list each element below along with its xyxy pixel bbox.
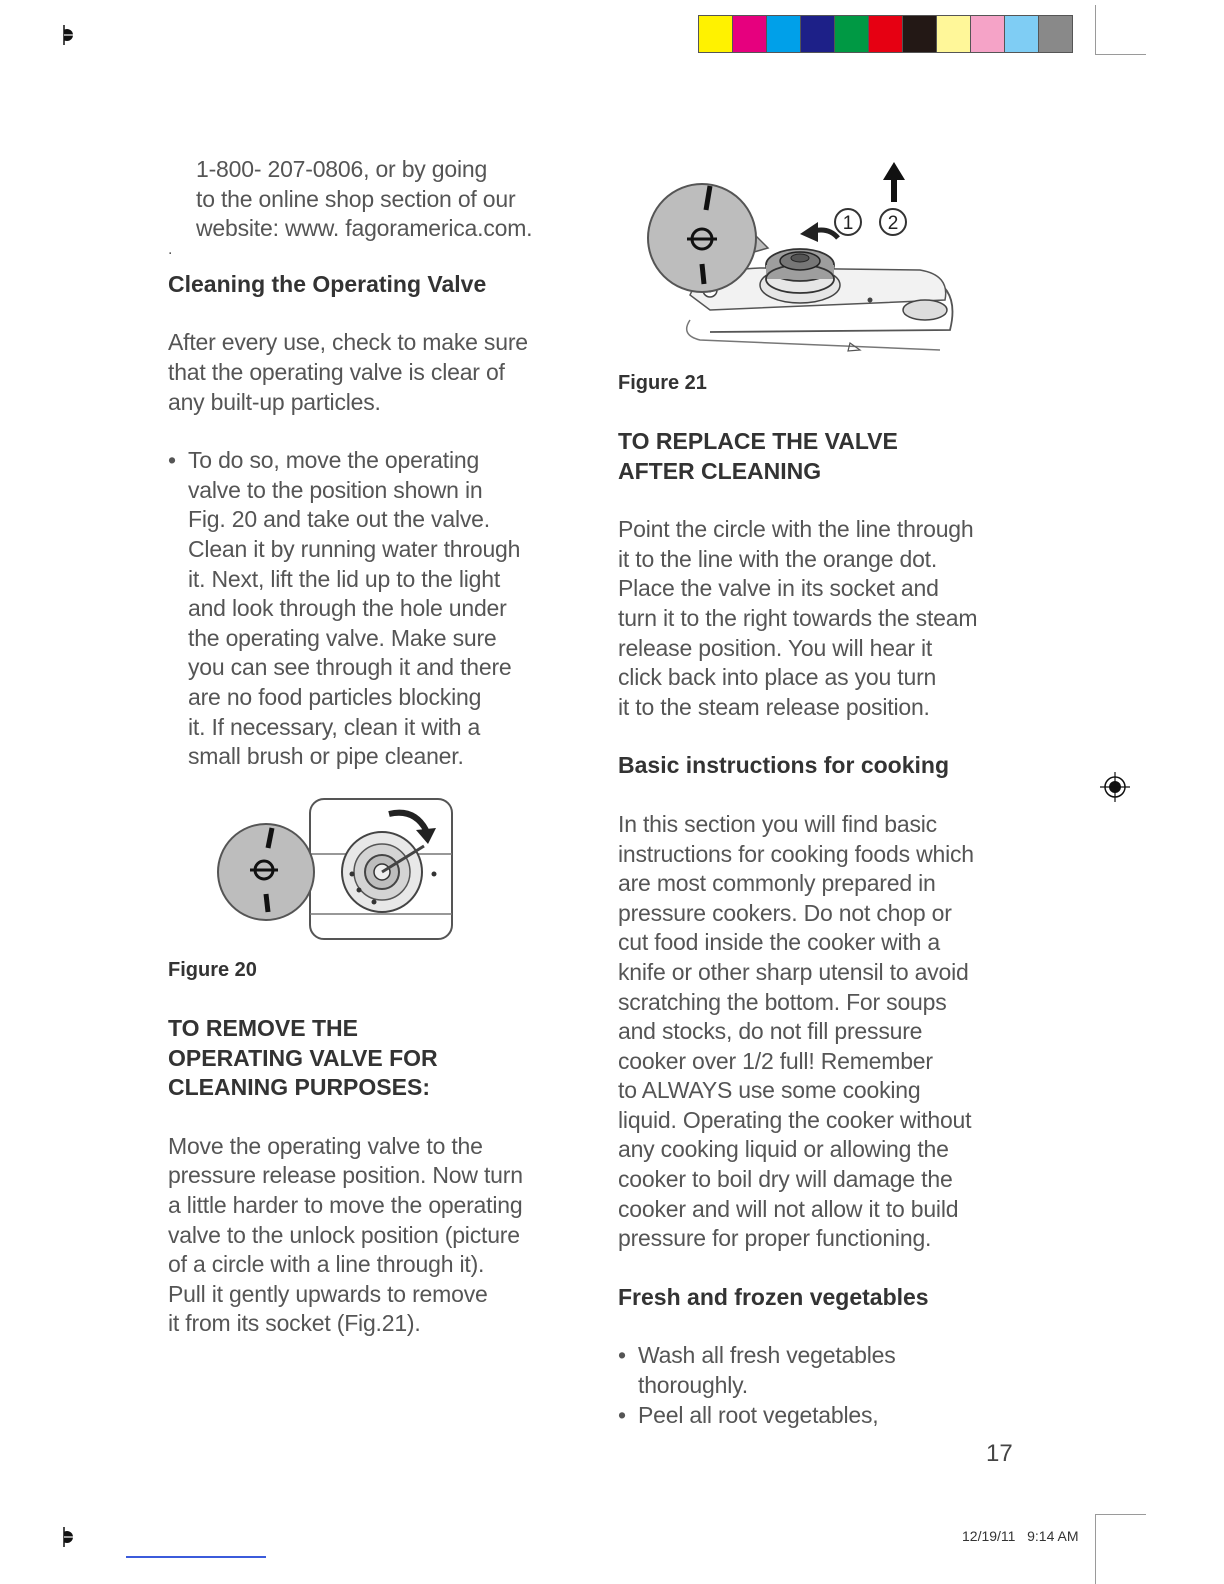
text-line: website: www. fagoramerica.com. — [196, 215, 533, 242]
registration-mark-top-left — [56, 24, 78, 46]
vegetables-list — [618, 1341, 1028, 1430]
bullet-glyph: • — [168, 447, 176, 474]
text-line: a little harder to move the operating — [168, 1191, 523, 1218]
crop-mark-bottom-right-h — [1096, 1514, 1146, 1515]
text-line: are most commonly prepared in — [618, 870, 936, 897]
color-swatch — [869, 16, 903, 52]
heading-line: TO REMOVE THE — [168, 1015, 358, 1041]
text-line: Place the valve in its socket and — [618, 575, 939, 602]
intro-text — [168, 155, 568, 244]
figure-20-caption: Figure 20 — [168, 959, 257, 981]
text-line: valve to the unlock position (picture — [168, 1221, 520, 1248]
color-calibration-bar — [698, 15, 1073, 53]
cleaning-bullet — [168, 446, 568, 772]
text-line: cooker over 1/2 full! Remember — [618, 1047, 933, 1074]
text-line: to the online shop section of our — [196, 185, 516, 212]
figure-21-caption: Figure 21 — [618, 372, 707, 394]
color-swatch — [971, 16, 1005, 52]
text-line: of a circle with a line through it). — [168, 1251, 485, 1278]
color-swatch — [767, 16, 801, 52]
registration-mark-bottom-left — [56, 1526, 78, 1548]
text-line: it. Next, lift the lid up to the light — [188, 565, 501, 592]
crop-mark-bottom-right — [1095, 1514, 1096, 1584]
stray-mark: . — [168, 240, 173, 258]
text-line: Point the circle with the line through — [618, 516, 974, 543]
basic-instructions-heading: Basic instructions for cooking — [618, 752, 949, 779]
print-timestamp: 12/19/11 9:14 AM — [962, 1528, 1079, 1544]
text-line: and look through the hole under — [188, 595, 507, 622]
heading-line: TO REPLACE THE VALVE — [618, 428, 898, 454]
replace-valve-paragraph — [618, 515, 1028, 722]
color-swatch — [733, 16, 767, 52]
text-line: scratching the bottom. For soups — [618, 988, 947, 1015]
text-line: any cooking liquid or allowing the — [618, 1136, 949, 1163]
heading-line: CLEANING PURPOSES: — [168, 1074, 430, 1101]
figure-21-illustration — [640, 160, 970, 360]
remove-valve-heading — [168, 1014, 568, 1103]
text-line: Pull it gently upwards to remove — [168, 1280, 488, 1307]
remove-valve-paragraph — [168, 1132, 568, 1339]
color-swatch — [1005, 16, 1039, 52]
text-line: 1-800- 207-0806, or by going — [196, 156, 488, 182]
color-swatch — [835, 16, 869, 52]
basic-instructions-paragraph — [618, 810, 1028, 1254]
cleaning-heading: Cleaning the Operating Valve — [168, 270, 487, 297]
text-line: turn it to the right towards the steam — [618, 604, 978, 631]
cleaning-paragraph — [168, 328, 568, 417]
text-line: To do so, move the operating — [188, 447, 480, 474]
text-line: click back into place as you turn — [618, 664, 937, 691]
color-swatch — [699, 16, 733, 52]
figure-20-illustration — [214, 794, 460, 946]
text-line: pressure for proper functioning. — [618, 1225, 932, 1252]
text-line: you can see through it and there — [188, 654, 512, 681]
text-line: it to the steam release position. — [618, 693, 930, 720]
text-line: In this section you will find basic — [618, 810, 937, 837]
text-line: cut food inside the cooker with a — [618, 929, 940, 956]
text-line: thoroughly. — [638, 1372, 748, 1399]
color-swatch — [937, 16, 971, 52]
text-line: instructions for cooking foods which — [618, 840, 974, 867]
vegetables-heading: Fresh and frozen vegetables — [618, 1283, 929, 1310]
bullet-glyph: • — [618, 1401, 626, 1428]
text-line: that the operating valve is clear of — [168, 358, 505, 385]
text-line: Fig. 20 and take out the valve. — [188, 506, 490, 533]
text-line: it. If necessary, clean it with a — [188, 713, 481, 740]
list-item — [618, 1401, 1028, 1431]
text-line: Clean it by running water through — [188, 535, 521, 562]
crop-mark-top-right — [1095, 5, 1096, 55]
bullet-glyph: • — [618, 1342, 626, 1369]
registration-mark-right — [1100, 772, 1130, 802]
replace-valve-heading — [618, 427, 1028, 486]
text-line: release position. You will hear it — [618, 634, 933, 661]
list-item — [618, 1341, 1028, 1400]
text-line: After every use, check to make sure — [168, 329, 528, 356]
text-line: cooker to boil dry will damage the — [618, 1166, 953, 1193]
left-column — [168, 155, 568, 772]
step-2-label: 2 — [887, 213, 899, 234]
bottom-underline-link[interactable] — [126, 1556, 266, 1558]
heading-line: OPERATING VALVE FOR — [168, 1044, 438, 1071]
crop-mark-top-right-h — [1096, 54, 1146, 55]
step-1-label: 1 — [842, 213, 854, 234]
text-line: pressure release position. Now turn — [168, 1162, 523, 1189]
text-line: Wash all fresh vegetables — [638, 1342, 896, 1369]
text-line: the operating valve. Make sure — [188, 624, 497, 651]
color-swatch — [903, 16, 937, 52]
text-line: valve to the position shown in — [188, 476, 483, 503]
color-swatch — [801, 16, 835, 52]
text-line: small brush or pipe cleaner. — [188, 743, 464, 770]
heading-line: AFTER CLEANING — [618, 457, 822, 484]
text-line: knife or other sharp utensil to avoid — [618, 958, 969, 985]
right-column — [618, 427, 1028, 1430]
text-line: any built-up particles. — [168, 388, 381, 415]
text-line: liquid. Operating the cooker without — [618, 1106, 972, 1133]
text-line: are no food particles blocking — [188, 683, 482, 710]
text-line: Move the operating valve to the — [168, 1132, 483, 1159]
color-swatch — [1039, 16, 1072, 52]
text-line: it to the line with the orange dot. — [618, 545, 938, 572]
text-line: and stocks, do not fill pressure — [618, 1018, 923, 1045]
text-line: to ALWAYS use some cooking — [618, 1077, 921, 1104]
text-line: pressure cookers. Do not chop or — [618, 899, 952, 926]
left-column-lower — [168, 1014, 568, 1339]
text-line: cooker and will not allow it to build — [618, 1195, 959, 1222]
text-line: Peel all root vegetables, — [638, 1401, 879, 1428]
page-number: 17 — [986, 1440, 1013, 1467]
text-line: it from its socket (Fig.21). — [168, 1310, 421, 1337]
